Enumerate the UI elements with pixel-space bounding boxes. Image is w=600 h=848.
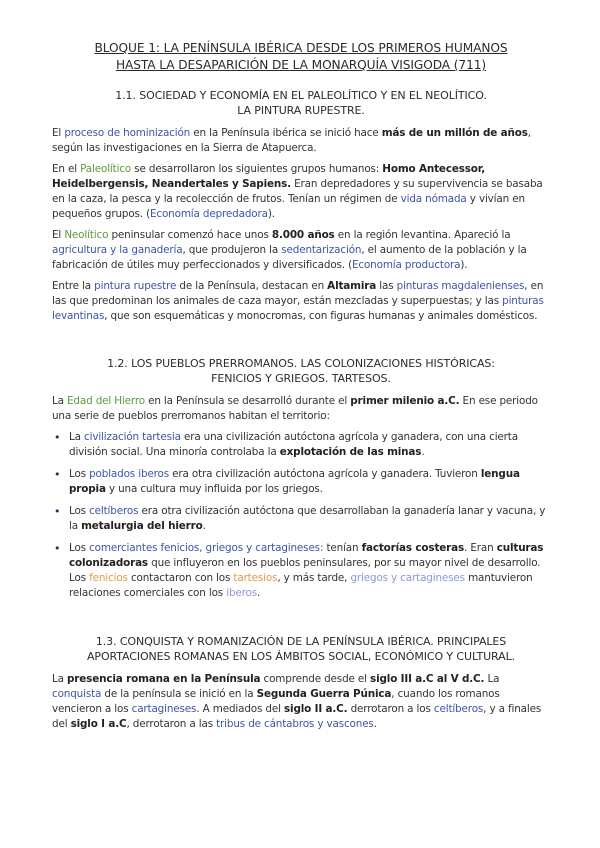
text: La — [52, 395, 68, 407]
spacer — [52, 608, 550, 634]
bold-culturas-colonizadoras: culturas colonizadoras — [69, 542, 544, 569]
text: Entre la — [52, 280, 95, 292]
text: La — [69, 431, 85, 443]
paragraph-edad-hierro — [52, 394, 550, 424]
text: Los — [69, 468, 90, 480]
term-proceso-hominizacion: proceso de hominización — [64, 127, 191, 139]
text: Los — [69, 542, 90, 554]
text: Eran depredadores y su supervivencia se basaba en la caza, la pesca y la recolección de frutos. Tenían un régimen de — [52, 178, 543, 205]
term-fenicios: fenicios — [89, 572, 128, 584]
text: . — [421, 446, 425, 458]
term-celtiberos: celtíberos — [89, 505, 139, 517]
text: , el aumento de la población y la fabricación de útiles muy perfeccionados y diversificados. ( — [52, 244, 527, 271]
bullet: • — [54, 542, 61, 555]
text: , derrotaron a las — [126, 718, 217, 730]
bold-primer-milenio: primer milenio a.C. — [350, 395, 460, 407]
bullet: • — [54, 431, 61, 444]
section-1-3-title-line-1: 1.3. CONQUISTA Y ROMANIZACIÓN DE LA PENÍNSULA IBÉRICA. PRINCIPALES — [95, 635, 507, 648]
term-tartesios: tartesios — [233, 572, 278, 584]
text: , y más tarde, — [277, 572, 351, 584]
term-poblados-iberos: poblados iberos — [89, 468, 170, 480]
bold-siglo-iii-v: siglo III a.C al V d.C. — [370, 673, 485, 685]
text: en la Península ibérica se inició hace — [190, 127, 382, 139]
term-pinturas-levantinas: pinturas levantinas — [52, 295, 544, 322]
term-economia-depredadora: Economía depredadora — [150, 208, 268, 220]
text: y vivían en pequeños grupos. ( — [52, 193, 525, 220]
text: . — [257, 587, 261, 599]
text: , en las que predominan los animales de caza mayor, están mezcladas y superpuestas; y las — [52, 280, 544, 307]
text: de la península se inició en la — [101, 688, 257, 700]
bold-siglo-ii: siglo II a.C. — [284, 703, 348, 715]
term-edad-del-hierro: Edad del Hierro — [67, 395, 145, 407]
section-1-3-title-line-2: APORTACIONES ROMANAS EN LOS ÁMBITOS SOCIAL, ECONÓMICO Y CULTURAL. — [87, 650, 515, 663]
bold-explotacion-minas: explotación de las minas — [279, 446, 422, 458]
document-title-line-2: HASTA LA DESAPARICIÓN DE LA MONARQUÍA VISIGODA (711) — [115, 58, 487, 72]
text: derrotaron a los — [347, 703, 434, 715]
text: En el — [52, 163, 81, 175]
text: , que son esquemáticas y monocromas, con figuras humanas y animales domésticos. — [104, 310, 538, 322]
list-item-iberos — [52, 467, 550, 497]
text: peninsular comenzó hace unos — [108, 229, 272, 241]
text: El — [52, 127, 65, 139]
list-item-comerciantes — [52, 541, 550, 601]
text: En ese periodo una serie de pueblos prerromanos habitan el territorio: — [52, 395, 538, 422]
text: . A mediados del — [196, 703, 285, 715]
bold-metalurgia-hierro: metalurgia del hierro — [81, 520, 203, 532]
section-1-2-title-line-1: 1.2. LOS PUEBLOS PRERROMANOS. LAS COLONIZACIONES HISTÓRICAS: — [107, 357, 495, 370]
document-title-line-1: BLOQUE 1: LA PENÍNSULA IBÉRICA DESDE LOS PRIMEROS HUMANOS — [94, 41, 508, 55]
text: . — [373, 718, 377, 730]
text: La — [52, 673, 68, 685]
text: , cuando los romanos vencieron a los — [52, 688, 500, 715]
term-economia-productora: Economía productora — [352, 259, 461, 271]
text: Los — [69, 505, 90, 517]
text: era una civilización autóctona agrícola y ganadera, con una cierta división social. Una minoría controlaba la — [69, 431, 518, 458]
term-pinturas-magdalenienses: pinturas magdalenienses — [396, 280, 525, 292]
text: ). — [460, 259, 468, 271]
bold-8000-anos: 8.000 años — [271, 229, 335, 241]
term-comerciantes: comerciantes fenicios, griegos y cartagineses: — [89, 542, 324, 554]
section-1-2-title — [52, 356, 550, 386]
term-neolitico: Neolítico — [64, 229, 109, 241]
text: en la Península se desarrolló durante el — [144, 395, 351, 407]
term-griegos-cartagineses: griegos y cartagineses — [350, 572, 465, 584]
term-paleolitico: Paleolítico — [80, 163, 132, 175]
term-civilizacion-tartesia: civilización tartesia — [84, 431, 181, 443]
bold-grupos-humanos: Homo Antecessor, Heidelbergensis, Neandertales y Sapiens. — [52, 163, 486, 190]
list-item-tartesia — [52, 430, 550, 460]
bold-presencia-romana: presencia romana en la Península — [67, 673, 261, 685]
term-conquista: conquista — [52, 688, 102, 700]
text: comprende desde el — [260, 673, 371, 685]
spacer — [52, 330, 550, 356]
text: en la región levantina. Apareció la — [334, 229, 511, 241]
section-1-2-title-line-2: FENICIOS Y GRIEGOS. TARTESOS. — [211, 372, 391, 385]
section-1-1-title-line-1: 1.1. SOCIEDAD Y ECONOMÍA EN EL PALEOLÍTICO Y EN EL NEOLÍTICO. — [115, 89, 487, 102]
paragraph-paleolitico — [52, 162, 550, 222]
term-celtiberos: celtíberos — [433, 703, 484, 715]
bold-factorias-costeras: factorías costeras — [361, 542, 465, 554]
text: era otra civilización autóctona que desarrollaban la ganadería lanar y vacuna, y la — [69, 505, 546, 532]
bold-siglo-i: siglo I a.C — [70, 718, 127, 730]
paragraph-hominizacion — [52, 126, 550, 156]
text: contactaron con los — [127, 572, 234, 584]
text: , y a finales del — [52, 703, 542, 730]
term-sedentarizacion: sedentarización — [281, 244, 362, 256]
term-tribus-cantabros-vascones: tribus de cántabros y vascones — [216, 718, 374, 730]
paragraph-pintura-rupestre — [52, 279, 550, 324]
section-1-1-title-line-2: LA PINTURA RUPESTRE. — [237, 104, 365, 117]
text: y una cultura muy influida por los griegos. — [105, 483, 323, 495]
pueblos-list — [52, 430, 550, 601]
paragraph-neolitico — [52, 228, 550, 273]
bold-lengua-propia: lengua propia — [69, 468, 520, 495]
list-item-celtiberos — [52, 504, 550, 534]
bold-segunda-guerra-punica: Segunda Guerra Púnica — [256, 688, 392, 700]
text: , según las investigaciones en la Sierra de Atapuerca. — [52, 127, 531, 154]
term-cartagineses: cartagineses — [131, 703, 197, 715]
term-agricultura-ganaderia: agricultura y la ganadería — [52, 244, 183, 256]
text: era otra civilización autóctona agrícola y ganadera. Tuvieron — [169, 468, 481, 480]
term-vida-nomada: vida nómada — [400, 193, 467, 205]
text: ). — [267, 208, 275, 220]
bullet: • — [54, 468, 61, 481]
section-1-1-title — [52, 88, 550, 118]
bullet: • — [54, 505, 61, 518]
text: las — [376, 280, 397, 292]
document-title — [52, 40, 550, 74]
bold-mas-de-un-millon: más de un millón de años — [381, 127, 528, 139]
text: se desarrollaron los siguientes grupos humanos: — [131, 163, 383, 175]
text: mantuvieron relaciones comerciales con los — [69, 572, 533, 599]
text: El — [52, 229, 65, 241]
text: que influyeron en los pueblos peninsulares, por su mayor nivel de desarrollo. Los — [69, 557, 541, 584]
text: de la Península, destacan en — [176, 280, 328, 292]
text: , que produjeron la — [182, 244, 282, 256]
section-1-3-title — [52, 634, 550, 664]
text: . Eran — [464, 542, 497, 554]
bold-altamira: Altamira — [327, 280, 377, 292]
text: La — [484, 673, 500, 685]
term-pintura-rupestre: pintura rupestre — [94, 280, 177, 292]
text: tenían — [323, 542, 362, 554]
text: . — [202, 520, 206, 532]
paragraph-presencia-romana — [52, 672, 550, 732]
term-iberos: iberos — [226, 587, 257, 599]
